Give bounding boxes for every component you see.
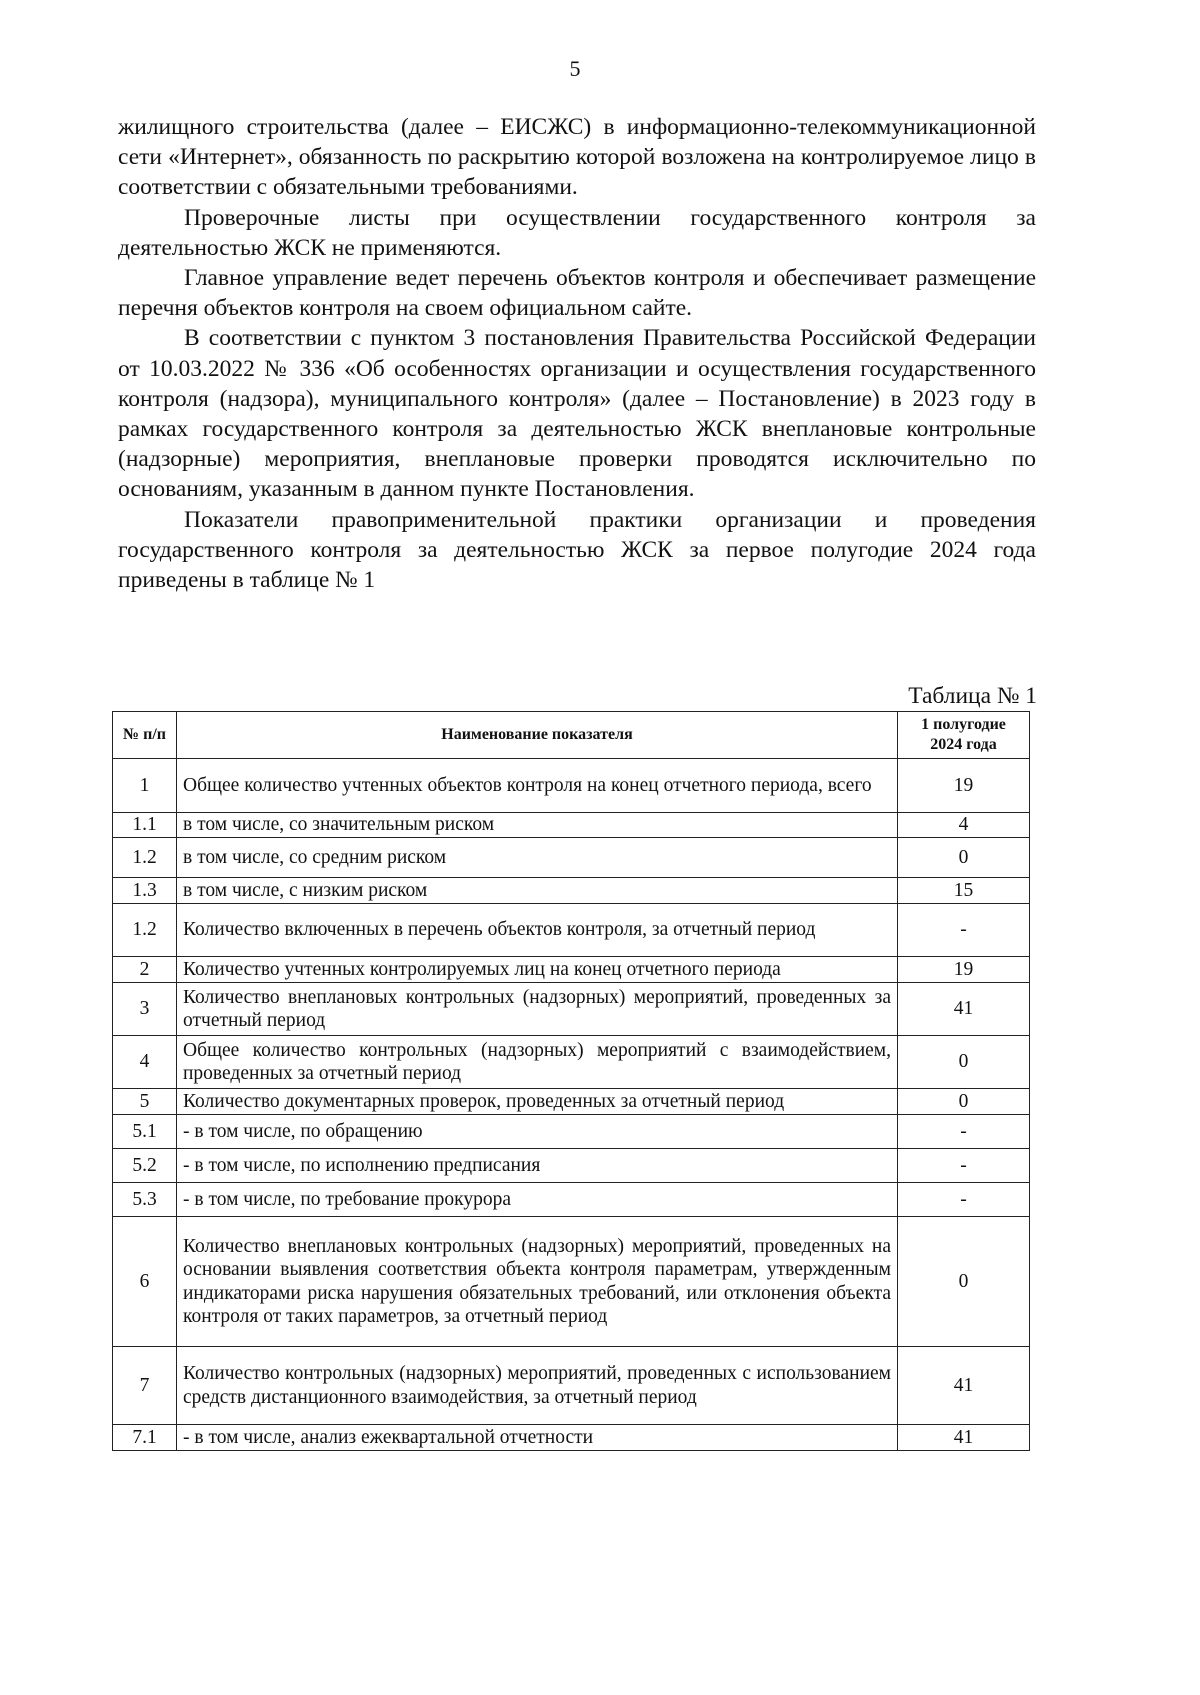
row-name: Количество учтенных контролируемых лиц на конец отчетного периода	[177, 957, 898, 983]
row-name: - в том числе, анализ ежеквартальной отчетности	[177, 1425, 898, 1451]
paragraph-checklists: Проверочные листы при осуществлении государственного контроля за деятельностью ЖСК не применяются.	[118, 204, 1036, 261]
row-num: 5.2	[113, 1149, 177, 1183]
table-row	[113, 1183, 1030, 1217]
row-num: 3	[113, 983, 177, 1036]
table-row	[113, 838, 1030, 878]
paragraph-objects-list: Главное управление ведет перечень объектов контроля и обеспечивает размещение перечня объектов контроля на своем официальном сайте.	[118, 265, 1036, 322]
row-name: в том числе, со средним риском	[177, 838, 898, 878]
indicators-table	[112, 711, 1030, 1451]
table-row	[113, 1036, 1030, 1089]
row-num: 5.3	[113, 1183, 177, 1217]
row-name: Количество документарных проверок, проведенных за отчетный период	[177, 1089, 898, 1115]
header-num: № п/п	[113, 712, 177, 759]
table-row	[113, 957, 1030, 983]
row-num: 1.2	[113, 838, 177, 878]
table-row	[113, 983, 1030, 1036]
row-name: в том числе, со значительным риском	[177, 813, 898, 838]
table-row	[113, 1347, 1030, 1425]
row-num: 7	[113, 1347, 177, 1425]
row-value: -	[898, 1115, 1030, 1149]
row-value: 19	[898, 759, 1030, 813]
row-num: 1.2	[113, 904, 177, 957]
row-value: 4	[898, 813, 1030, 838]
table-caption: Таблица № 1	[908, 683, 1037, 709]
row-name: в том числе, с низким риском	[177, 878, 898, 904]
row-name: Количество внеплановых контрольных (надзорных) мероприятий, проведенных на основании выявления соответствия объекта контроля параметрам, утвержденным индикаторами риска нарушения обязательных требований, или отклонения объекта контроля от таких параметров, за отчетный период	[177, 1217, 898, 1347]
row-name: Количество включенных в перечень объектов контроля, за отчетный период	[177, 904, 898, 957]
table-row	[113, 1089, 1030, 1115]
row-name: Количество контрольных (надзорных) мероприятий, проведенных с использованием средств дистанционного взаимодействия, за отчетный период	[177, 1347, 898, 1425]
row-num: 5.1	[113, 1115, 177, 1149]
row-value: 0	[898, 1089, 1030, 1115]
row-num: 1.1	[113, 813, 177, 838]
row-value: 0	[898, 1217, 1030, 1347]
row-value: 0	[898, 838, 1030, 878]
row-num: 1	[113, 759, 177, 813]
paragraph-indicators-intro: Показатели правоприменительной практики организации и проведения государственного контроля за деятельностью ЖСК за первое полугодие 2024 года приведены в таблице № 1	[118, 506, 1036, 594]
row-name: - в том числе, по обращению	[177, 1115, 898, 1149]
row-name: - в том числе, по требование прокурора	[177, 1183, 898, 1217]
table-row	[113, 1115, 1030, 1149]
row-name: Общее количество учтенных объектов контроля на конец отчетного периода, всего	[177, 759, 898, 813]
row-name: - в том числе, по исполнению предписания	[177, 1149, 898, 1183]
row-name: Общее количество контрольных (надзорных) мероприятий с взаимодействием, проведенных за отчетный период	[177, 1036, 898, 1089]
page-number: 5	[569, 56, 581, 81]
row-value: 19	[898, 957, 1030, 983]
row-value: 41	[898, 1425, 1030, 1451]
table-row	[113, 1149, 1030, 1183]
row-num: 4	[113, 1036, 177, 1089]
row-num: 5	[113, 1089, 177, 1115]
paragraph-resolution: В соответствии с пунктом 3 постановления Правительства Российской Федерации от 10.03.2022 № 336 «Об особенностях организации и осуществления государственного контроля (надзора), муниципального контроля» (далее – Постановление) в 2023 году в рамках государственного контроля за деятельностью ЖСК внеплановые контрольные (надзорные) мероприятия, внеплановые проверки проводятся исключительно по основаниям, указанным в данном пункте Постановления.	[118, 325, 1036, 503]
header-value: 1 полугодие 2024 года	[898, 712, 1030, 759]
row-num: 1.3	[113, 878, 177, 904]
row-value: 41	[898, 983, 1030, 1036]
table-row	[113, 759, 1030, 813]
row-name: Количество внеплановых контрольных (надзорных) мероприятий, проведенных за отчетный период	[177, 983, 898, 1036]
row-value: 15	[898, 878, 1030, 904]
table-header-row	[113, 712, 1030, 759]
row-value: -	[898, 904, 1030, 957]
row-value: -	[898, 1149, 1030, 1183]
header-name: Наименование показателя	[177, 712, 898, 759]
table-row	[113, 1217, 1030, 1347]
row-num: 7.1	[113, 1425, 177, 1451]
row-num: 2	[113, 957, 177, 983]
row-num: 6	[113, 1217, 177, 1347]
row-value: -	[898, 1183, 1030, 1217]
table-row	[113, 813, 1030, 838]
document-body	[118, 112, 1036, 595]
row-value: 0	[898, 1036, 1030, 1089]
table-row	[113, 904, 1030, 957]
row-value: 41	[898, 1347, 1030, 1425]
table-row	[113, 878, 1030, 904]
paragraph-continuation: жилищного строительства (далее – ЕИСЖС) в информационно-телекоммуникационной сети «Интернет», обязанность по раскрытию которой возложена на контролируемое лицо в соответствии с обязательными требованиями.	[118, 114, 1036, 201]
table-row	[113, 1425, 1030, 1451]
